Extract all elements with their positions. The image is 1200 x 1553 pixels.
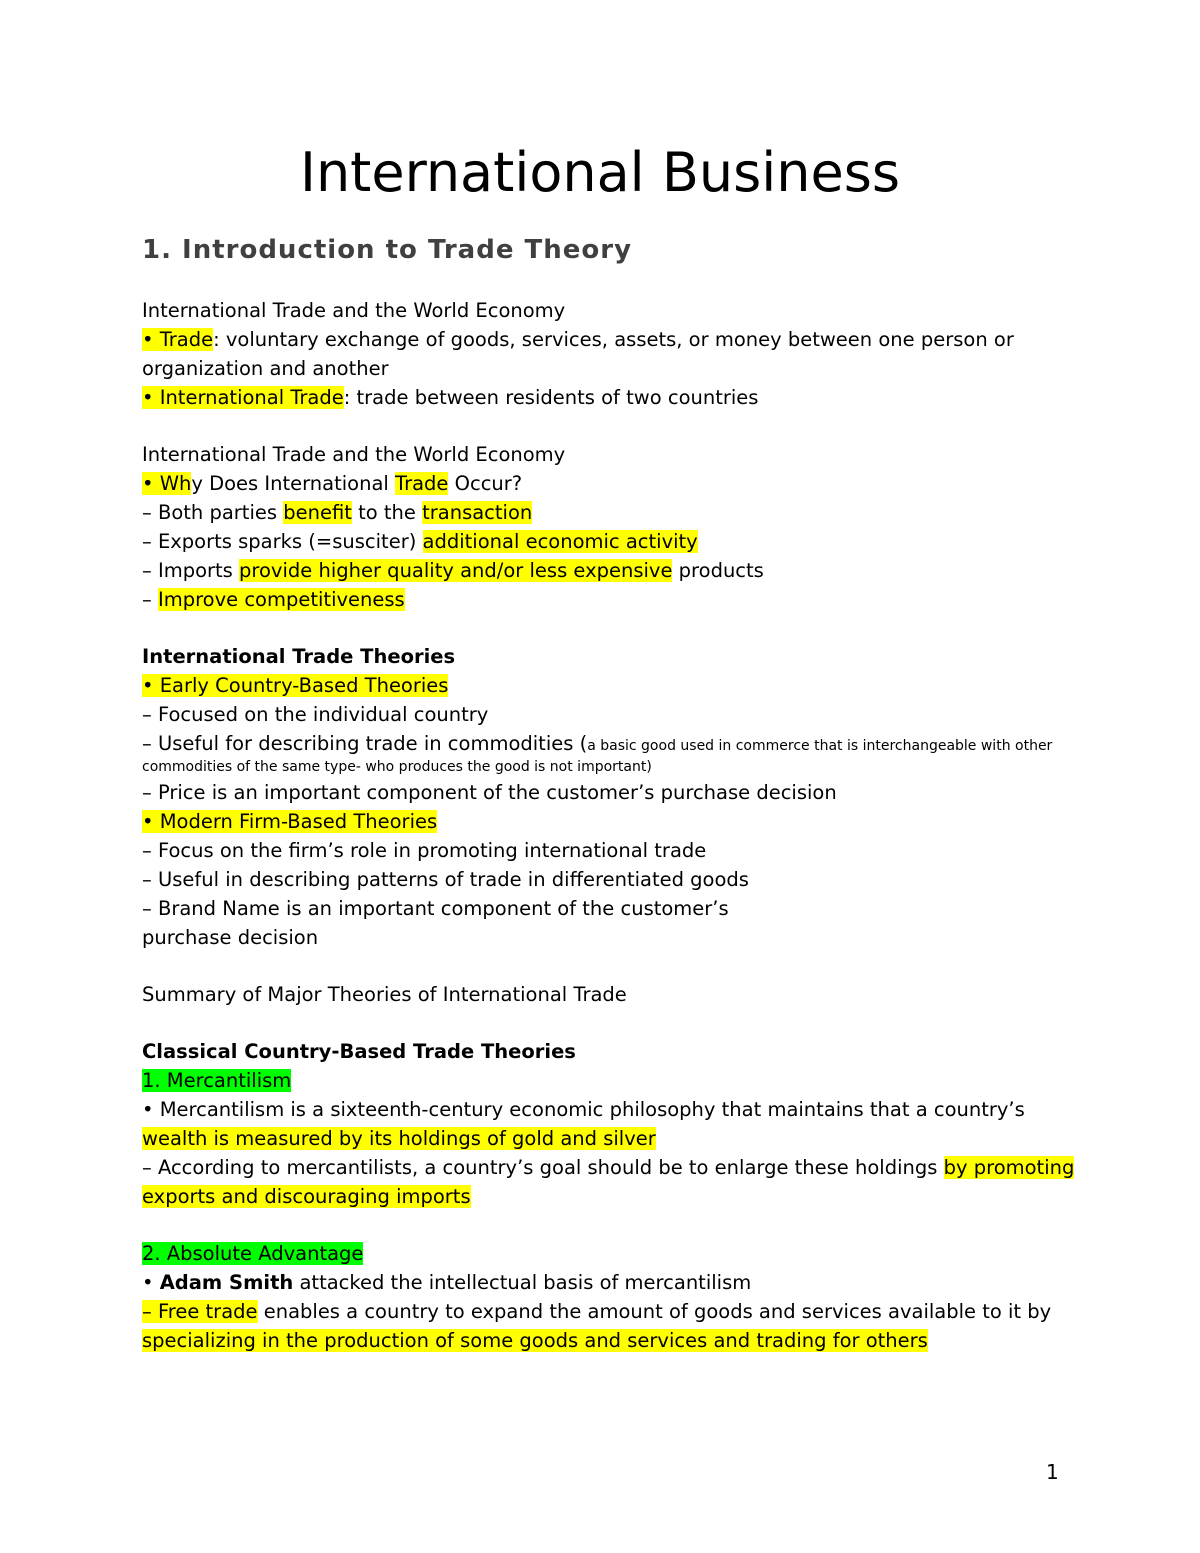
text: – Both parties xyxy=(142,501,284,524)
dash-item xyxy=(142,527,1062,556)
bullet-trade xyxy=(142,325,1062,354)
highlight: exports and discouraging imports xyxy=(142,1185,471,1208)
bullet-item xyxy=(142,1268,1062,1297)
highlight: • Modern Firm-Based Theories xyxy=(142,810,438,833)
document-body xyxy=(142,296,1075,1355)
highlight: • International Trade xyxy=(142,386,344,409)
text-line: organization and another xyxy=(142,357,389,380)
dash-item xyxy=(142,585,1062,614)
dash-item xyxy=(142,1297,1062,1326)
highlight: by promoting xyxy=(943,1156,1075,1179)
dash-item: – Brand Name is an important component of the customer’s xyxy=(142,897,729,920)
text: : trade between residents of two countries xyxy=(343,386,759,409)
text: – xyxy=(142,588,158,611)
paragraph-title: International Trade and the World Economy xyxy=(142,443,566,466)
highlight-green: 2. Absolute Advantage xyxy=(142,1242,364,1265)
text: – Exports sparks (=susciter) xyxy=(142,530,423,553)
text: enables a country to expand the amount of goods and services available to it by xyxy=(257,1300,1052,1323)
text: – Useful for describing trade in commodities ( xyxy=(142,732,588,755)
dash-item xyxy=(142,729,1062,758)
text: Occur? xyxy=(448,472,523,495)
text-line xyxy=(142,1182,1062,1211)
dash-item: – Useful in describing patterns of trade in differentiated goods xyxy=(142,868,749,891)
highlight: • Wh xyxy=(142,472,192,495)
paragraph-title: International Trade and the World Economy xyxy=(142,299,566,322)
paragraph-title: Summary of Major Theories of International Trade xyxy=(142,983,627,1006)
highlight: transaction xyxy=(422,501,533,524)
bullet-international-trade xyxy=(142,383,1062,412)
text: attacked the intellectual basis of mercantilism xyxy=(293,1271,752,1294)
small-text-line: commodities of the same type- who produces the good is not important) xyxy=(142,759,652,775)
bullet-why-trade xyxy=(142,469,1062,498)
section-heading: 1. Introduction to Trade Theory xyxy=(142,235,633,265)
highlight: provide higher quality and/or less expensive xyxy=(239,559,673,582)
dash-item: – Focused on the individual country xyxy=(142,703,489,726)
highlight: – Free trade xyxy=(142,1300,258,1323)
highlight: wealth is measured by its holdings of gold and silver xyxy=(142,1127,656,1150)
paragraph-title-bold: International Trade Theories xyxy=(142,645,456,668)
document-title: International Business xyxy=(300,141,900,204)
dash-item: – Price is an important component of the customer’s purchase decision xyxy=(142,781,837,804)
dash-item xyxy=(142,556,1062,585)
paragraph-title-bold: Classical Country-Based Trade Theories xyxy=(142,1040,576,1063)
highlight: • Trade xyxy=(142,328,214,351)
text-line xyxy=(142,1326,1062,1355)
highlight: Improve competitiveness xyxy=(157,588,405,611)
highlight: additional economic activity xyxy=(422,530,698,553)
dash-item xyxy=(142,1153,1075,1182)
page-number: 1 xyxy=(1046,1460,1059,1484)
dash-item: – Focus on the firm’s role in promoting international trade xyxy=(142,839,707,862)
dash-item xyxy=(142,498,1062,527)
bullet-early-theories xyxy=(142,671,1062,700)
text-line xyxy=(142,1124,1062,1153)
text: • xyxy=(142,1271,160,1294)
text: – According to mercantilists, a country’s goal should be to enlarge these holdings xyxy=(142,1156,944,1179)
highlight: specializing in the production of some goods and services and trading for others xyxy=(142,1329,928,1352)
highlight: • Early Country-Based Theories xyxy=(142,674,449,697)
absolute-advantage-heading xyxy=(142,1239,1062,1268)
bold-text: Adam Smith xyxy=(159,1271,294,1294)
text-line: purchase decision xyxy=(142,926,319,949)
small-text: a basic good used in commerce that is interchangeable with other xyxy=(587,738,1053,754)
mercantilism-heading xyxy=(142,1066,1062,1095)
highlight-green: 1. Mercantilism xyxy=(142,1069,292,1092)
bullet-modern-theories xyxy=(142,807,1062,836)
text: products xyxy=(672,559,764,582)
text: to the xyxy=(351,501,423,524)
highlight: Trade xyxy=(395,472,449,495)
text: : voluntary exchange of goods, services, assets, or money between one person or xyxy=(213,328,1014,351)
bullet-item: • Mercantilism is a sixteenth-century economic philosophy that maintains that a country’s xyxy=(142,1098,1025,1121)
highlight: benefit xyxy=(283,501,352,524)
text: – Imports xyxy=(142,559,240,582)
text: y Does International xyxy=(191,472,396,495)
